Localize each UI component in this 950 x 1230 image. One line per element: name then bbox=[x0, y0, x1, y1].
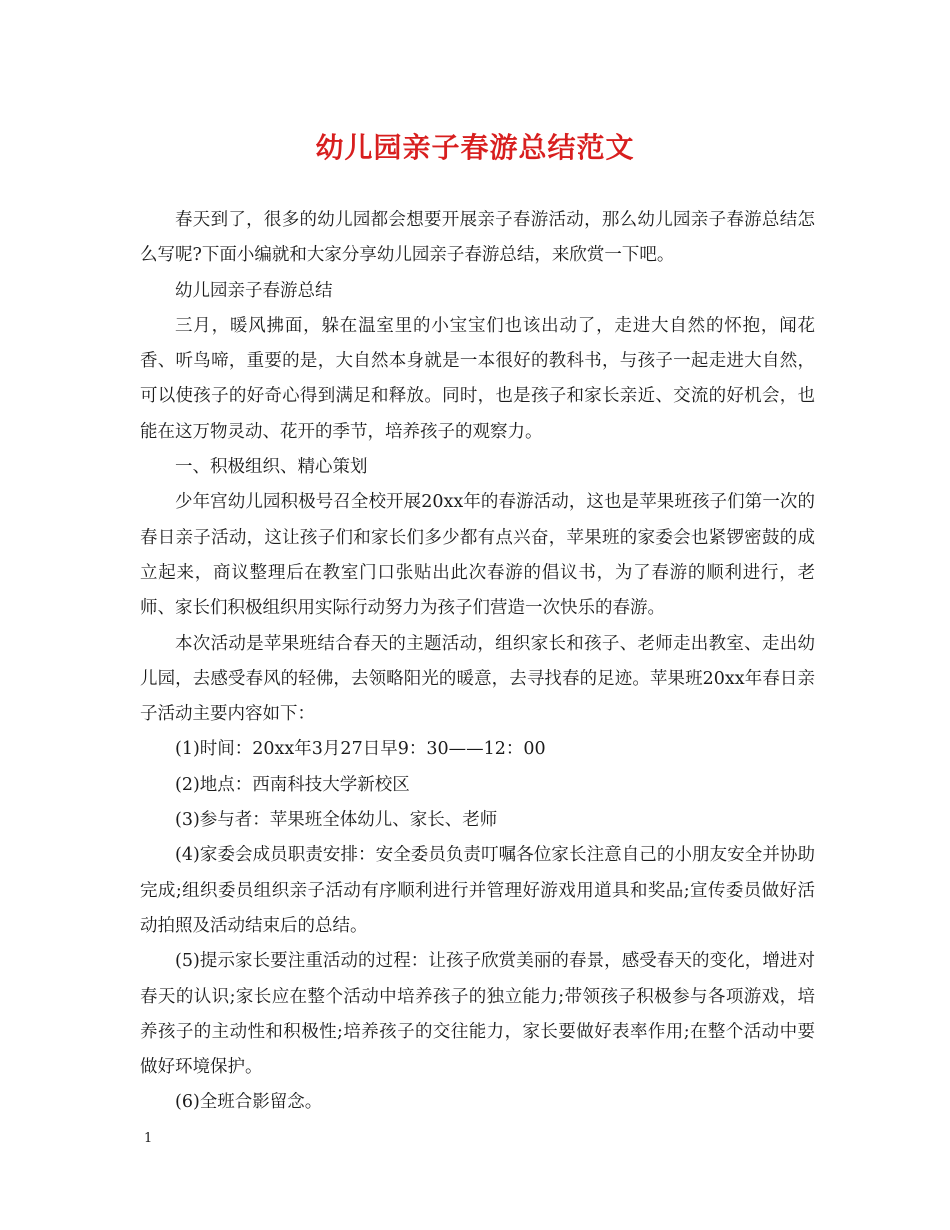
document-title: 幼儿园亲子春游总结范文 bbox=[315, 131, 635, 164]
list-item-location: (2)地点：西南科技大学新校区 bbox=[175, 774, 410, 795]
document-body bbox=[140, 203, 815, 1121]
list-item-tips: (5)提示家长要注重活动的过程：让孩子欣赏美丽的春景，感受春天的变化，增进对春天的认识;家长应在整个活动中培养孩子的独立能力;带领孩子积极参与各项游戏，培养孩子的主动性和积极性;培养孩子的交往能力，家长要做好表率作用;在整个活动中要做好环境保护。 bbox=[140, 951, 815, 1078]
body-paragraph: 少年宫幼儿园积极号召全校开展20xx年的春游活动，这也是苹果班孩子们第一次的春日亲子活动，这让孩子们和家长们多少都有点兴奋，苹果班的家委会也紧锣密鼓的成立起来，商议整理后在教室门口张贴出此次春游的倡议书，为了春游的顺利进行，老师、家长们积极组织用实际行动努力为孩子们营造一次快乐的春游。 bbox=[140, 492, 815, 619]
intro-paragraph: 春天到了，很多的幼儿园都会想要开展亲子春游活动，那么幼儿园亲子春游总结怎么写呢?下面小编就和大家分享幼儿园亲子春游总结，来欣赏一下吧。 bbox=[140, 210, 815, 266]
body-paragraph: 本次活动是苹果班结合春天的主题活动，组织家长和孩子、老师走出教室、走出幼儿园，去感受春风的轻佛，去领略阳光的暖意，去寻找春的足迹。苹果班20xx年春日亲子活动主要内容如下： bbox=[140, 633, 815, 725]
list-item-photo: (6)全班合影留念。 bbox=[175, 1092, 323, 1113]
section-heading: 幼儿园亲子春游总结 bbox=[175, 280, 333, 301]
list-item-duties: (4)家委会成员职责安排：安全委员负责叮嘱各位家长注意自己的小朋友安全并协助完成;组织委员组织亲子活动有序顺利进行并管理好游戏用道具和奖品;宣传委员做好活动拍照及活动结束后的总结。 bbox=[140, 845, 815, 936]
section-heading: 一、积极组织、精心策划 bbox=[175, 457, 368, 478]
page-number: 1 bbox=[144, 1131, 153, 1146]
list-item-participants: (3)参与者：苹果班全体幼儿、家长、老师 bbox=[175, 810, 498, 831]
list-item-time: (1)时间：20xx年3月27日早9：30——12：00 bbox=[175, 739, 546, 760]
body-paragraph: 三月，暖风拂面，躲在温室里的小宝宝们也该出动了，走进大自然的怀抱，闻花香、听鸟啼，重要的是，大自然本身就是一本很好的教科书，与孩子一起走进大自然，可以使孩子的好奇心得到满足和释放。同时，也是孩子和家长亲近、交流的好机会，也能在这万物灵动、花开的季节，培养孩子的观察力。 bbox=[140, 315, 815, 442]
